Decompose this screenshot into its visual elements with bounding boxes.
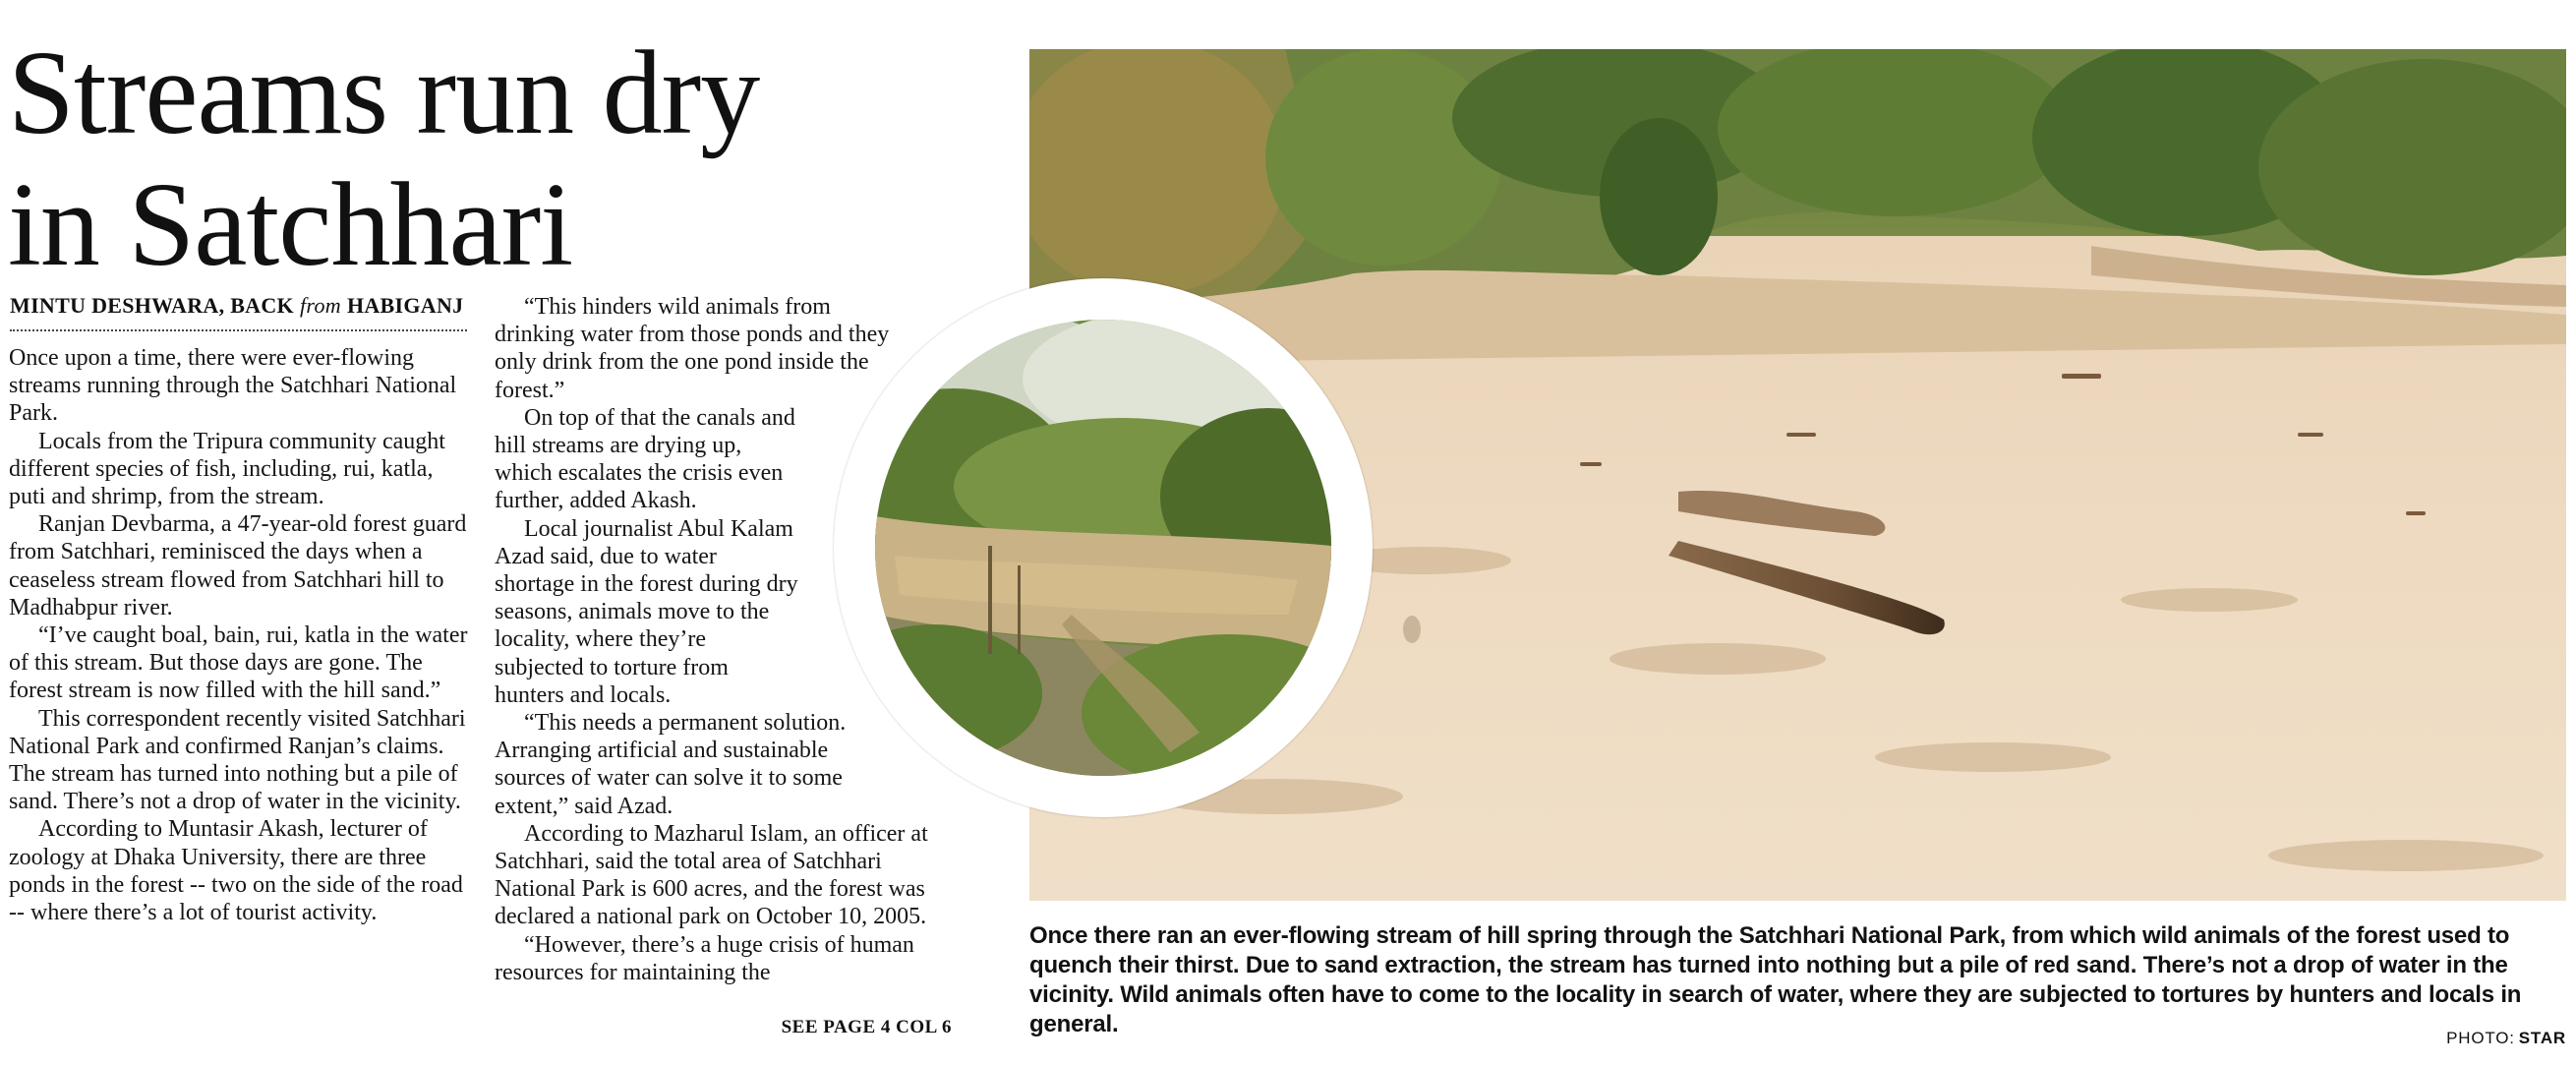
photo-caption: Once there ran an ever-flowing stream of hill spring through the Satchhari National Park, from which wild animals of the forest used to quench their thirst. Due to sand extraction, the stream has turned into nothing but a pile of red sand. There’s not a drop of water in the vicinity. Wild animals often have to come to the locality in search of water, where they are subjected to tortures by hunters and locals in general.	[1029, 922, 2522, 1037]
byline	[10, 293, 467, 319]
photo-credit-source: STAR	[2518, 1029, 2566, 1047]
paragraph: According to Muntasir Akash, lecturer of zoology at Dhaka University, there are three ponds in the forest -- two on the side of the road -- where there’s a lot of tourist activity.	[9, 816, 463, 926]
paragraph: “This needs a permanent solution. Arranging artificial and sustainable sources of water can solve it to some extent,” said Azad.	[495, 710, 847, 819]
photo-credit-label: PHOTO:	[2446, 1029, 2515, 1047]
paragraph: Ranjan Devbarma, a 47-year-old forest guard from Satchhari, reminisced the days when a ceaseless stream flowed from Satchhari hill to Madhabpur river.	[9, 511, 467, 621]
byline-author: MINTU DESHWARA, BACK	[10, 293, 294, 318]
article-column-1	[9, 344, 469, 926]
byline-from: from	[299, 293, 341, 318]
paragraph: Locals from the Tripura community caught different species of fish, including, rui, katla, puti and shrimp, from the stream.	[9, 428, 445, 510]
inset-photo-dry-pond	[875, 320, 1331, 776]
headline	[8, 28, 893, 291]
paragraph: “However, there’s a huge crisis of human resources for maintaining the	[495, 931, 914, 985]
paragraph: “I’ve caught boal, bain, rui, katla in the water of this stream. But those days are gone. The forest stream is now filled with the hill sand.”	[9, 622, 468, 704]
paragraph: “This hinders wild animals from drinking water from those ponds and they only drink from the one pond inside the forest.”	[495, 294, 890, 403]
paragraph: According to Mazharul Islam, an officer at Satchhari, said the total area of Satchhari National Park is 600 acres, and the forest was declared a national park on October 10, 2005.	[495, 820, 928, 930]
photo-credit	[2446, 1029, 2566, 1048]
continuation-jump: SEE PAGE 4 COL 6	[781, 1017, 952, 1037]
byline-divider	[10, 329, 467, 331]
headline-line-2: in Satchhari	[8, 158, 573, 291]
paragraph: This correspondent recently visited Satchhari National Park and confirmed Ranjan’s claims. The stream has turned into nothing but a pile of sand. There’s not a drop of water in the vicinity.	[9, 705, 466, 815]
paragraph: Local journalist Abul Kalam Azad said, due to water shortage in the forest during dry seasons, animals move to the locality, where they’re subjected to torture from hunters and locals.	[495, 515, 798, 708]
paragraph: On top of that the canals and hill streams are drying up, which escalates the crisis even further, added Akash.	[495, 404, 795, 514]
byline-place: HABIGANJ	[346, 293, 464, 318]
headline-line-1: Streams run dry	[8, 27, 760, 159]
paragraph: Once upon a time, there were ever-flowing streams running through the Satchhari National Park.	[9, 345, 457, 427]
